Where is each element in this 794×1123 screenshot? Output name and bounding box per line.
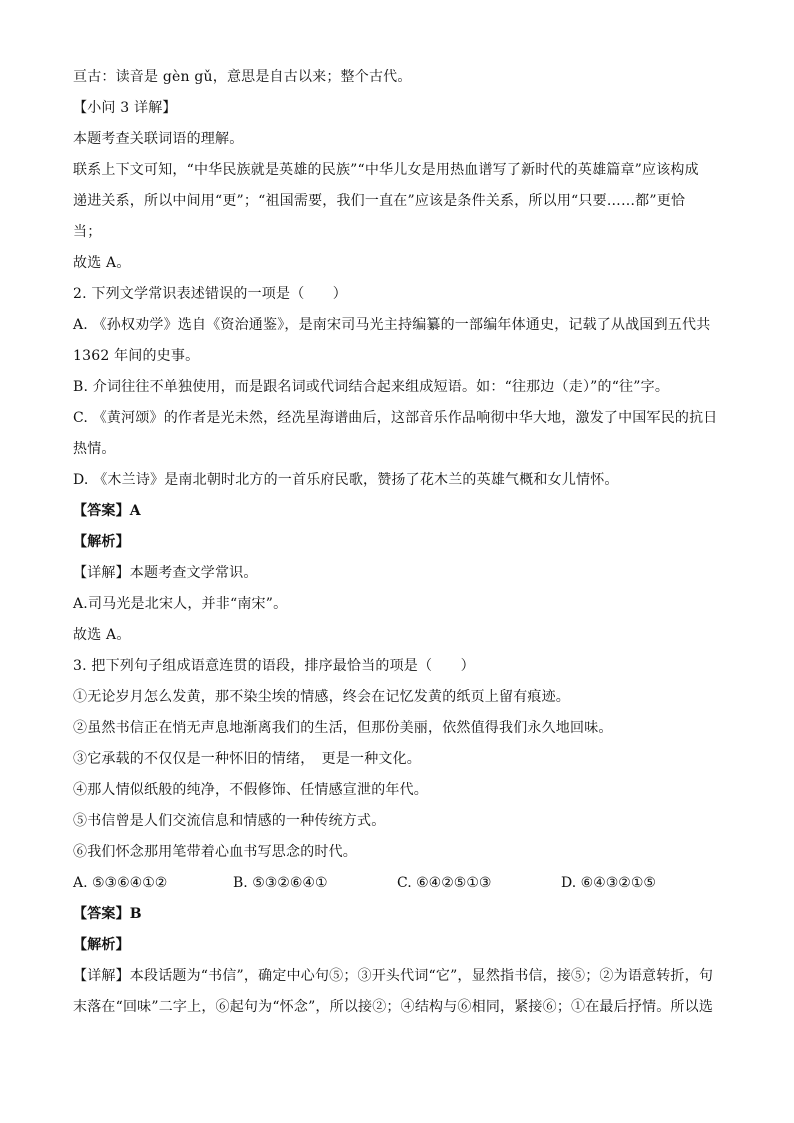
sentence-2: ②虽然书信正在悄无声息地渐离我们的生活，但那份美丽，依然值得我们永久地回味。 xyxy=(73,720,613,736)
text-line: 联系上下文可知，“中华民族就是英雄的民族”“中华儿女是用热血谱写了新时代的英雄篇章”应该构成 xyxy=(73,162,699,178)
sentence-3: ③它承载的不仅仅是一种怀旧的情绪， 更是一种文化。 xyxy=(73,751,421,767)
subquestion-heading: 【小问 3 详解】 xyxy=(73,100,177,116)
question-2-option-d: D. 《木兰诗》是南北朝时北方的一首乐府民歌，赞扬了花木兰的英雄气概和女儿情怀。 xyxy=(73,472,619,488)
question-2-option-c: C. 《黄河颂》的作者是光未然，经冼星海谱曲后，这部音乐作品响彻中华大地，激发了中国军民的抗日 xyxy=(73,410,718,426)
text-line: 当； xyxy=(73,224,102,240)
detail-line: 【详解】本题考查文学常识。 xyxy=(73,565,258,581)
text-line: 亘古：读音是 gèn gǔ，意思是自古以来；整个古代。 xyxy=(73,69,412,85)
answer-label: 【答案】A xyxy=(73,503,141,519)
question-3-option-a: A. ⑤③⑥④①② xyxy=(73,875,168,891)
question-3-options xyxy=(73,868,733,899)
answer-choice-line: 故选 A。 xyxy=(73,255,131,271)
analysis-label: 【解析】 xyxy=(73,937,130,953)
sentence-1: ①无论岁月怎么发黄，那不染尘埃的情感，终会在记忆发黄的纸页上留有痕迹。 xyxy=(73,689,570,705)
answer-choice-line: 故选 A。 xyxy=(73,627,131,643)
answer-label: 【答案】B xyxy=(73,906,142,922)
text-line: 末落在“回味”二字上，⑥起句为“怀念”，所以接②；④结构与⑥相同，紧接⑥；①在最后抒情。所以选 xyxy=(73,999,714,1015)
question-2-option-c-cont: 热情。 xyxy=(73,441,116,457)
text-line: A.司马光是北宋人，并非“南宋”。 xyxy=(73,596,288,612)
question-3-option-b: B. ⑤③②⑥④① xyxy=(233,875,328,891)
document-page xyxy=(73,62,733,1023)
analysis-label: 【解析】 xyxy=(73,534,130,550)
question-3-option-c: C. ⑥④②⑤①③ xyxy=(397,875,492,891)
sentence-4: ④那人情似纸般的纯净，不假修饰、任情感宣泄的年代。 xyxy=(73,782,428,798)
sentence-5: ⑤书信曾是人们交流信息和情感的一种传统方式。 xyxy=(73,813,386,829)
text-line: 本题考查关联词语的理解。 xyxy=(73,131,244,147)
question-2-option-b: B. 介词往往不单独使用，而是跟名词或代词结合起来组成短语。如：“往那边（走）”的“往”字。 xyxy=(73,379,670,395)
sentence-6: ⑥我们怀念那用笔带着心血书写思念的时代。 xyxy=(73,844,357,860)
question-2-option-a-cont: 1362 年间的史事。 xyxy=(73,348,200,364)
question-3-option-d: D. ⑥④③②①⑤ xyxy=(561,875,656,891)
question-2-option-a: A. 《孙权劝学》选自《资治通鉴》，是南宋司马光主持编纂的一部编年体通史，记载了从战国到五代共 xyxy=(73,317,711,333)
text-line: 递进关系，所以中间用“更”；“祖国需要，我们一直在”应该是条件关系，所以用“只要……都”更恰 xyxy=(73,193,686,209)
question-2-stem: 2. 下列文学常识表述错误的一项是（ ） xyxy=(73,286,348,302)
detail-line: 【详解】本段话题为“书信”，确定中心句⑤；③开头代词“它”，显然指书信，接⑤；②为语意转折，句 xyxy=(73,968,714,984)
question-3-stem: 3. 把下列句子组成语意连贯的语段，排序最恰当的项是（ ） xyxy=(73,658,475,674)
